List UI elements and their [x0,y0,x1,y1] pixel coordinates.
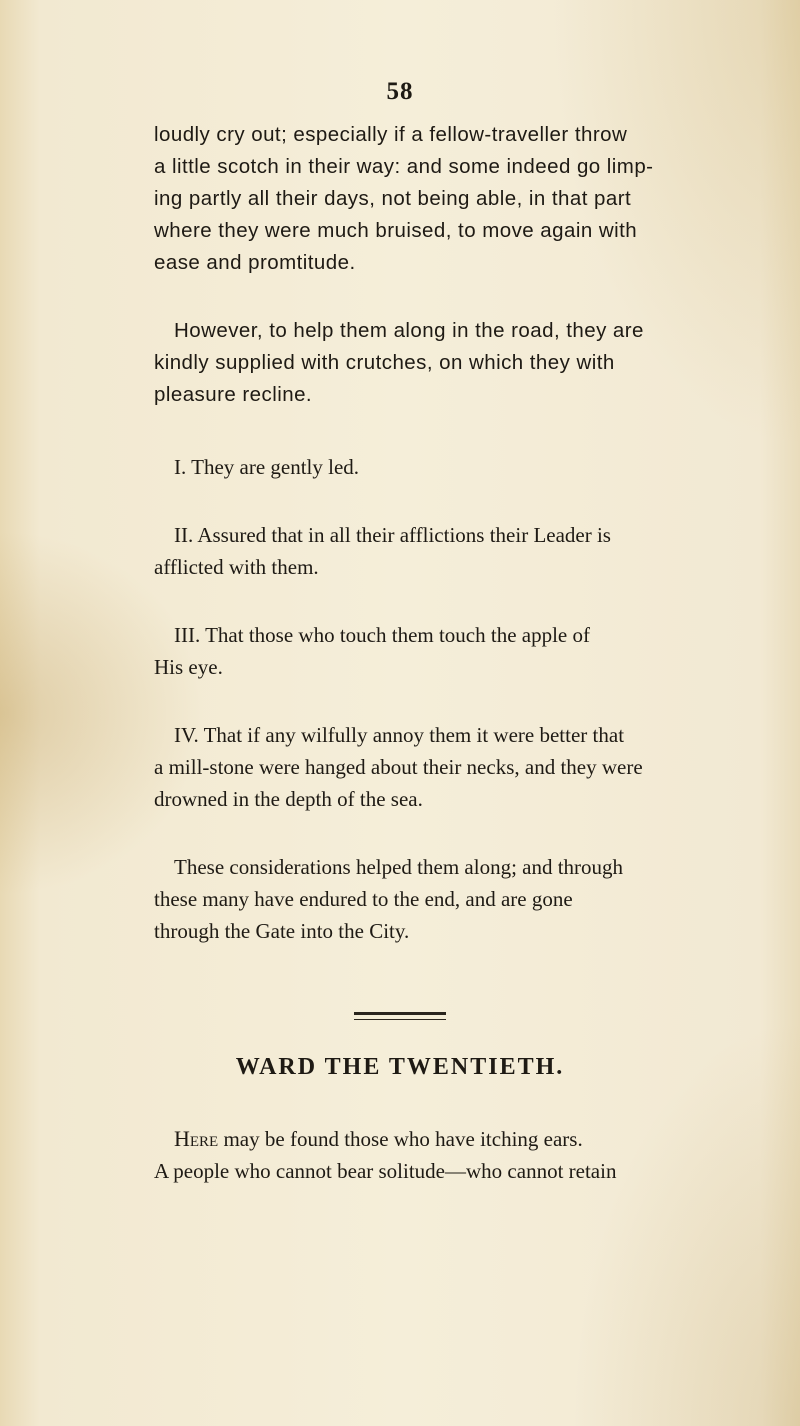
text-line: However, to help them along in the road, they are [174,319,644,342]
page-number: 58 [386,78,414,105]
text-line: I. They are gently led. [174,455,360,479]
text-line: afflicted with them. [154,555,319,579]
text-line: pleasure recline. [154,383,313,406]
text-line: III. That those who touch them touch the apple of [174,623,591,647]
text-line: II. Assured that in all their afflictions their Leader is [174,523,611,547]
text-line: drowned in the depth of the sea. [154,787,423,811]
section-heading: WARD THE TWENTIETH. [235,1054,565,1080]
text-line: These considerations helped them along; and through [174,855,624,879]
text-line: IV. That if any wilfully annoy them it were better that [174,723,625,747]
text-line: a little scotch in their way: and some indeed go limp- [154,155,654,178]
text-line: ease and promtitude. [154,251,356,274]
text-line: a mill-stone were hanged about their necks, and they were [154,755,643,779]
text-line [174,1124,800,1154]
text-line: His eye. [154,655,223,679]
section-divider-thick [354,1012,446,1015]
text-line: where they were much bruised, to move again with [154,219,638,242]
text-line: through the Gate into the City. [154,919,410,943]
drop-word: Here [174,1126,219,1151]
text-line: ing partly all their days, not being able, in that part [154,187,632,210]
text-line: A people who cannot bear solitude—who cannot retain [154,1159,617,1183]
text-line: these many have endured to the end, and are gone [154,887,573,911]
line-rest: may be found those who have itching ears. [218,1127,583,1151]
text-line: loudly cry out; especially if a fellow-traveller throw [154,123,628,146]
section-divider-thin [354,1019,446,1020]
text-line: kindly supplied with crutches, on which they with [154,351,615,374]
